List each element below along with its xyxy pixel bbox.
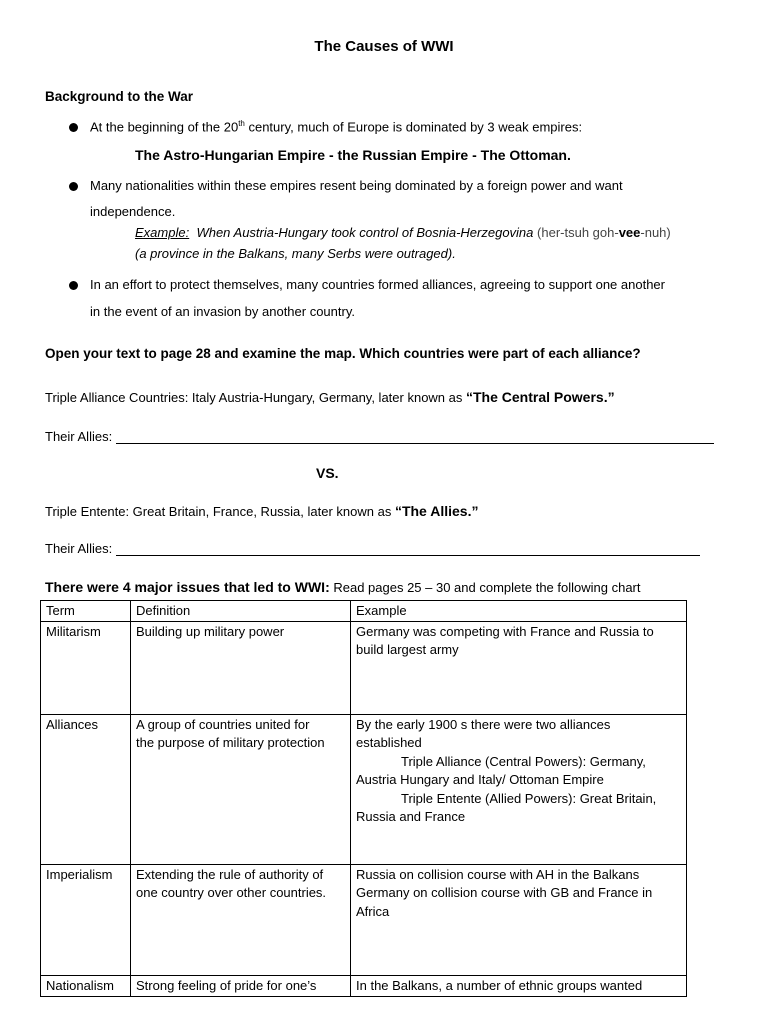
background-heading: Background to the War (45, 89, 194, 104)
example-line: Germany was competing with France and Russia to (356, 623, 654, 639)
example-cell (351, 714, 687, 864)
empires-line: The Astro-Hungarian Empire - the Russian Empire - The Ottoman. (135, 147, 571, 163)
bullet-icon (69, 281, 78, 290)
issues-instruction: Read pages 25 – 30 and complete the following chart (329, 580, 641, 595)
example-text: When Austria-Hungary took control of Bosnia-Herzegovina (196, 225, 534, 240)
page-title: The Causes of WWI (314, 38, 454, 55)
triple-alliance-line (45, 389, 615, 405)
pronunciation-pre: (her-tsuh goh- (537, 225, 619, 240)
example-line: Germany on collision course with GB and France in (356, 885, 653, 900)
term-cell: Nationalism (41, 975, 131, 997)
definition-line: the purpose of military protection (136, 735, 325, 750)
term-cell: Militarism (41, 621, 131, 714)
bullet3-line2: in the event of an invasion by another country. (90, 304, 355, 319)
example-line2: (a province in the Balkans, many Serbs were outraged). (135, 246, 456, 261)
table-row (41, 864, 687, 975)
table-row (41, 714, 687, 864)
issues-heading-line (45, 579, 641, 595)
definition-line: A group of countries united for (136, 716, 310, 732)
definition-cell: Strong feeling of pride for one’s (131, 975, 351, 997)
entente-allies-line (45, 541, 700, 556)
example-line: Africa (356, 903, 390, 919)
header-definition: Definition (131, 601, 351, 622)
header-term: Term (41, 601, 131, 622)
allies-label: Their Allies: (45, 541, 113, 556)
pronunciation-post: -nuh) (640, 225, 671, 240)
header-example: Example (351, 601, 687, 622)
bullet1-text (90, 119, 582, 134)
allies-label: Their Allies: (45, 429, 113, 444)
table-header-row (41, 601, 687, 622)
example-line: Triple Alliance (Central Powers): Germany, (401, 753, 646, 769)
alliance-allies-line (45, 429, 714, 444)
term-cell: Alliances (41, 714, 131, 864)
example-line: Triple Entente (Allied Powers): Great Britain, (401, 790, 657, 806)
bullet-icon (69, 182, 78, 191)
allies-answer-blank[interactable] (116, 431, 714, 444)
example-line: established (356, 735, 422, 750)
example-line: Russia on collision course with AH in the Balkans (356, 866, 640, 882)
example-label: Example: (135, 225, 190, 240)
term-cell: Imperialism (41, 864, 131, 975)
definition-cell (131, 714, 351, 864)
example-line: By the early 1900 s there were two alliances (356, 716, 611, 732)
triple-entente-line (45, 503, 478, 519)
example-cell (351, 621, 687, 714)
triple-alliance-text: Triple Alliance Countries: Italy Austria-Hungary, Germany, later known as (45, 390, 466, 405)
allies-answer-blank[interactable] (116, 543, 700, 556)
definition-line: Extending the rule of authority of (136, 866, 324, 882)
table-row (41, 975, 687, 997)
map-question: Open your text to page 28 and examine the map. Which countries were part of each alliance? (45, 346, 641, 361)
table-row (41, 621, 687, 714)
example-line1 (135, 225, 671, 240)
example-line: build largest army (356, 642, 459, 657)
example-line: Austria Hungary and Italy/ Ottoman Empire (356, 772, 604, 787)
causes-table (40, 600, 687, 997)
vs-label: VS. (316, 465, 339, 481)
definition-line: one country over other countries. (136, 885, 327, 900)
bullet1-post: century, much of Europe is dominated by 3 weak empires: (244, 119, 583, 135)
issues-heading: There were 4 major issues that led to WWI: (45, 579, 330, 595)
triple-entente-text: Triple Entente: Great Britain, France, Russia, later known as (45, 504, 395, 519)
definition-cell: Building up military power (131, 621, 351, 714)
bullet1-pre: At the beginning of the 20 (90, 119, 239, 135)
example-line: Russia and France (356, 809, 466, 824)
bullet-icon (69, 123, 78, 132)
example-cell: In the Balkans, a number of ethnic groups wanted (351, 975, 687, 997)
bullet2-line2: independence. (90, 204, 176, 219)
example-cell (351, 864, 687, 975)
central-powers-label: “The Central Powers.” (466, 389, 615, 405)
bullet1-sup: th (238, 119, 245, 128)
pronunciation-stress: vee (618, 225, 641, 240)
bullet3-line1: In an effort to protect themselves, many countries formed alliances, agreeing to support one another (90, 277, 665, 292)
bullet2-line1: Many nationalities within these empires resent being dominated by a foreign power and want (90, 178, 623, 193)
definition-cell (131, 864, 351, 975)
allies-known-label: “The Allies.” (394, 503, 479, 519)
